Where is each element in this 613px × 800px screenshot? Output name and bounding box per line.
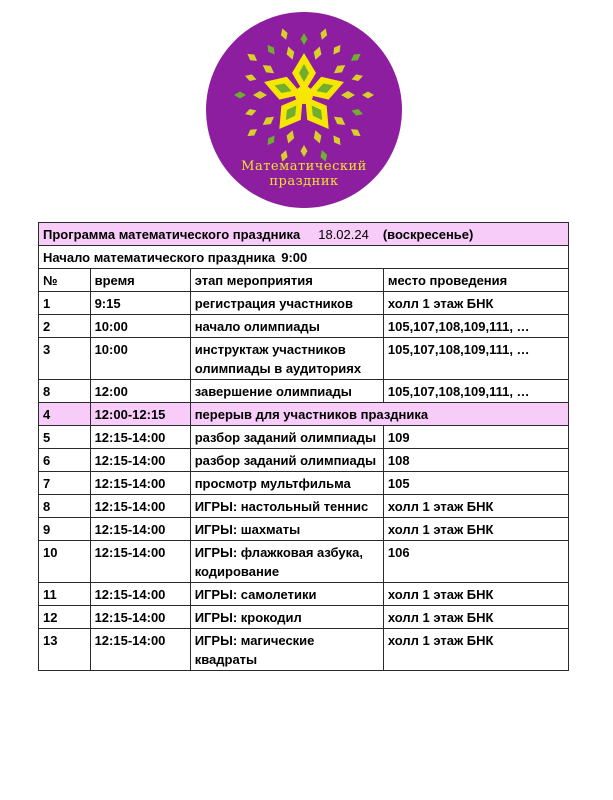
row-time: 12:15-14:00 [90,449,190,472]
row-place: холл 1 этаж БНК [383,292,568,315]
table-row [39,292,569,315]
program-title-row [39,223,569,246]
row-num: 5 [39,426,91,449]
row-stage: разбор заданий олимпиады [190,449,383,472]
row-num: 4 [39,403,91,426]
row-time: 12:15-14:00 [90,518,190,541]
row-stage: начало олимпиады [190,315,383,338]
row-time: 9:15 [90,292,190,315]
row-num: 6 [39,449,91,472]
row-num: 13 [39,629,91,671]
row-place: холл 1 этаж БНК [383,583,568,606]
row-place: 105,107,108,109,111, … [383,315,568,338]
row-stage: ИГРЫ: настольный теннис [190,495,383,518]
row-num: 10 [39,541,91,583]
row-time: 12:00 [90,380,190,403]
row-stage: инструктаж участников олимпиады в аудиториях [190,338,383,380]
row-stage: ИГРЫ: самолетики [190,583,383,606]
table-row [39,472,569,495]
row-stage: разбор заданий олимпиады [190,426,383,449]
row-time: 12:15-14:00 [90,472,190,495]
table-row [39,518,569,541]
program-date: 18.02.24 [318,227,369,242]
start-time: 9:00 [281,250,308,265]
row-place: холл 1 этаж БНК [383,518,568,541]
row-place: холл 1 этаж БНК [383,606,568,629]
row-num: 12 [39,606,91,629]
table-row [39,315,569,338]
table-row [39,338,569,380]
start-time-cell [39,246,569,269]
program-title-cell [39,223,569,246]
row-stage: ИГРЫ: флажковая азбука, кодирование [190,541,383,583]
row-stage: просмотр мультфильма [190,472,383,495]
row-time: 10:00 [90,338,190,380]
row-time: 12:15-14:00 [90,606,190,629]
row-place: 105 [383,472,568,495]
row-place: холл 1 этаж БНК [383,629,568,671]
row-stage: ИГРЫ: магические квадраты [190,629,383,671]
row-place: 108 [383,449,568,472]
table-row [39,403,569,426]
table-row [39,426,569,449]
table-row [39,449,569,472]
column-header-row [39,269,569,292]
program-title: Программа математического праздника [43,227,301,242]
row-num: 2 [39,315,91,338]
row-time: 10:00 [90,315,190,338]
logo-title-line2: праздник [269,174,339,189]
column-header-stage: этап мероприятия [190,269,383,292]
event-logo [205,11,403,209]
table-row [39,541,569,583]
row-num: 3 [39,338,91,380]
row-time: 12:15-14:00 [90,629,190,671]
row-num: 11 [39,583,91,606]
table-row [39,495,569,518]
row-place: 106 [383,541,568,583]
row-time: 12:15-14:00 [90,426,190,449]
row-num: 8 [39,495,91,518]
row-stage: ИГРЫ: крокодил [190,606,383,629]
start-time-row [39,246,569,269]
table-row [39,629,569,671]
table-row [39,583,569,606]
row-place: 105,107,108,109,111, … [383,380,568,403]
row-time: 12:00-12:15 [90,403,190,426]
program-day: (воскресенье) [382,227,474,242]
logo-title-line1: Математический [241,159,367,174]
schedule-table [38,222,569,671]
column-header-place: место проведения [383,269,568,292]
row-stage: перерыв для участников праздника [190,403,568,426]
row-stage: завершение олимпиады [190,380,383,403]
column-header-num: № [39,269,91,292]
row-place: 105,107,108,109,111, … [383,338,568,380]
row-place: холл 1 этаж БНК [383,495,568,518]
start-label: Начало математического праздника [43,250,276,265]
table-row [39,380,569,403]
row-stage: регистрация участников [190,292,383,315]
row-time: 12:15-14:00 [90,583,190,606]
row-num: 1 [39,292,91,315]
row-num: 9 [39,518,91,541]
row-num: 7 [39,472,91,495]
row-time: 12:15-14:00 [90,495,190,518]
row-time: 12:15-14:00 [90,541,190,583]
row-num: 8 [39,380,91,403]
row-stage: ИГРЫ: шахматы [190,518,383,541]
table-row [39,606,569,629]
row-place: 109 [383,426,568,449]
column-header-time: время [90,269,190,292]
